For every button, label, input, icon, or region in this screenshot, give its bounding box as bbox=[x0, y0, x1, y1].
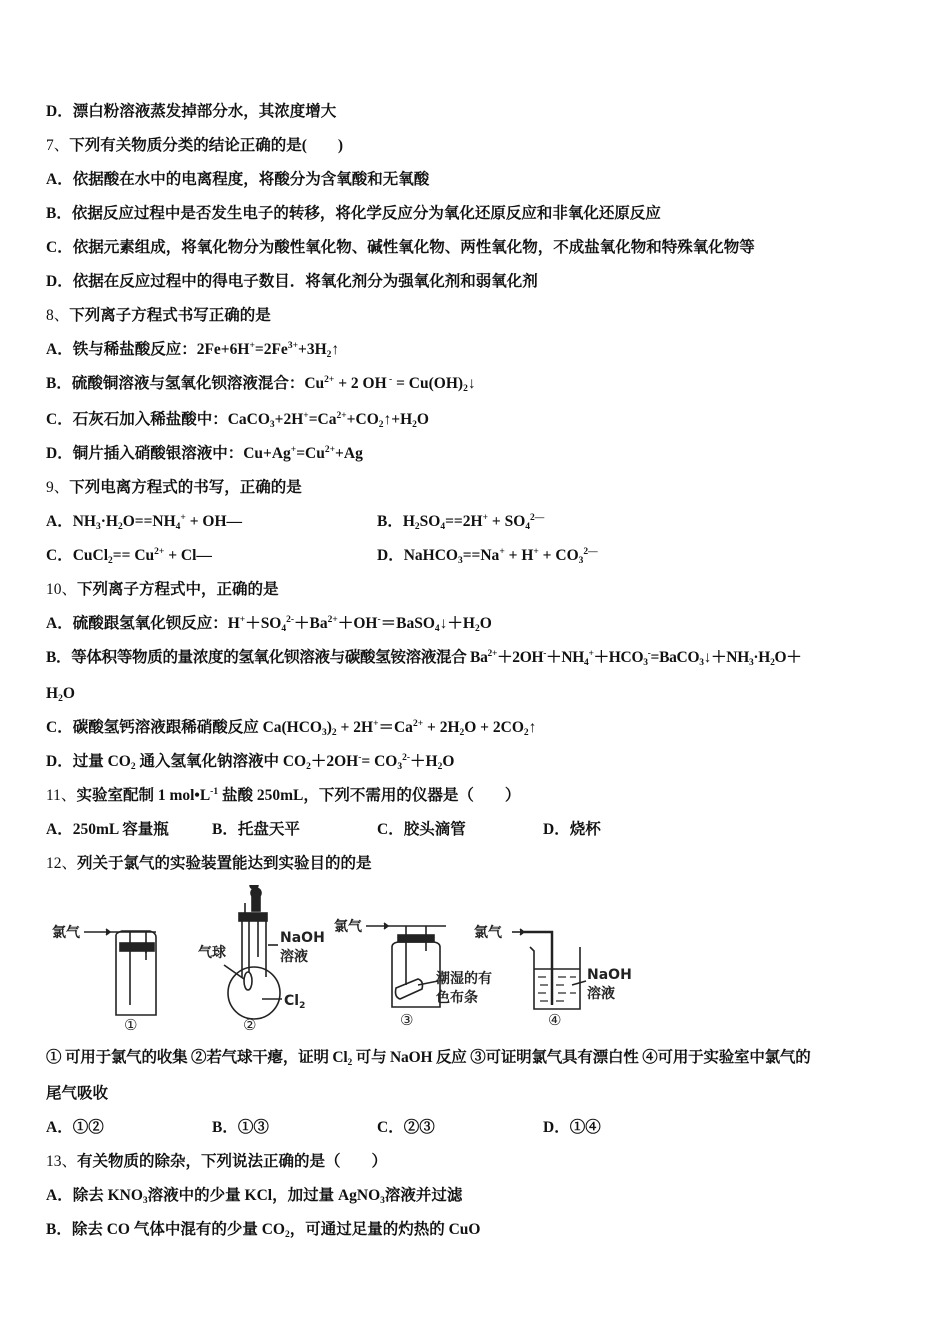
apparatus-1-gas-bottle bbox=[52, 924, 156, 1034]
q9-option-a-label: A． bbox=[46, 513, 73, 530]
q9-number: 9、 bbox=[46, 479, 70, 496]
solution-label-2: 溶液 bbox=[280, 949, 308, 965]
q7-number: 7、 bbox=[46, 137, 70, 154]
apparatus-2-flask bbox=[198, 885, 325, 1034]
q8-option-a bbox=[46, 340, 339, 360]
wet-cloth-label-2: 色布条 bbox=[436, 990, 478, 1006]
apparatus-2-number: ② bbox=[243, 1016, 257, 1034]
q10-option-c-label: C．碳酸氢钙溶液跟稀硝酸反应 bbox=[46, 719, 259, 736]
q8-option-d-equation: $Cu+Ag^+=Cu^{2+}+Ag$ bbox=[243, 445, 363, 462]
q8-option-a-label: A．铁与稀盐酸反应： bbox=[46, 341, 197, 358]
chlorine-apparatus-diagram bbox=[46, 885, 666, 1035]
q12-option-d: D．①④ bbox=[543, 1119, 601, 1136]
q7-option-c: C．依据元素组成，将氧化物分为酸性氧化物、碱性氧化物、两性氧化物，不成盐氧化物和特殊氧化物等 bbox=[46, 239, 755, 256]
q13-option-a: A．除去 $KNO_3$溶液中的少量 KCl，加过量 AgNO$_3$溶液并过滤 bbox=[46, 1187, 463, 1206]
q10-option-d-label: D．过量 bbox=[46, 753, 104, 770]
q7-stem-text: 下列有关物质分类的结论正确的是( ) bbox=[69, 137, 344, 154]
q12-statements-continued: 尾气吸收 bbox=[46, 1085, 109, 1102]
q8-option-d bbox=[46, 444, 363, 464]
q10-option-b: B．等体积等物质的量浓度的氢氧化钡溶液与碳酸氢铵溶液混合 $Ba^{2+}+2OH^-+NH_4^++HCO_3^-=BaCO_3↓+NH_3\cdot H_2O+$ bbox=[46, 649, 802, 668]
q13-number: 13、 bbox=[46, 1153, 78, 1170]
q10-option-d-text: 通入氢氧化钠溶液中 bbox=[139, 753, 279, 770]
q12-statement-a: ① 可用于氯气的收集 ②若气球干瘪，证明 Cl bbox=[46, 1049, 348, 1066]
q8-stem-text: 下列离子方程式书写正确的是 bbox=[69, 307, 271, 324]
balloon-label: 气球 bbox=[198, 945, 226, 961]
q13-stem-text: 有关物质的除杂，下列说法正确的是（ ） bbox=[77, 1153, 388, 1170]
q9-option-d-label: D． bbox=[377, 547, 404, 564]
q10-option-c: C．碳酸氢钙溶液跟稀硝酸反应 $Ca(HCO_3)_2 + 2H^+=Ca^{2+} + 2H_2O$ + $2CO_2↑$ bbox=[46, 719, 537, 738]
q8-option-b-label: B．硫酸铜溶液与氢氧化钡溶液混合： bbox=[46, 375, 305, 392]
q11-option-c: C．胶头滴管 bbox=[377, 821, 466, 838]
q7-stem bbox=[46, 136, 343, 156]
q11-option-d: D．烧杯 bbox=[543, 821, 601, 838]
q9-stem bbox=[46, 478, 302, 498]
q12-number: 12、 bbox=[46, 855, 78, 872]
q11-stem-text-b: 盐酸 250mL，下列不需用的仪器是（ ） bbox=[218, 787, 521, 804]
q13-option-a-text-2: 溶液中的少量 KCl，加过量 AgNO bbox=[147, 1187, 381, 1204]
q9-option-a: A．$NH_3\cdot H_2O==NH_4^+$ + OH— bbox=[46, 513, 243, 532]
q11-stem: 11、实验室配制 1 $mol•L^{-1}$ 盐酸 250mL，下列不需用的仪器是（ ） bbox=[46, 787, 521, 804]
q7-option-a: A．依据酸在水中的电离程度，将酸分为含氧酸和无氧酸 bbox=[46, 171, 430, 188]
q7-option-b: B．依据反应过程中是否发生电子的转移，将化学反应分为氧化还原反应和非氧化还原反应 bbox=[46, 205, 661, 222]
q8-stem bbox=[46, 306, 271, 326]
q13-option-a-text-3: 溶液并过滤 bbox=[384, 1187, 463, 1204]
q11-option-b: B．托盘天平 bbox=[212, 821, 300, 838]
q12-option-a: A．①② bbox=[46, 1119, 104, 1136]
q8-option-c-label: C．石灰石加入稀盐酸中： bbox=[46, 411, 228, 428]
apparatus-3-number: ③ bbox=[400, 1011, 414, 1029]
q12-option-b: B．①③ bbox=[212, 1119, 269, 1136]
apparatus-4-number: ④ bbox=[548, 1011, 562, 1029]
q10-option-b-continued: $H_2O$ bbox=[46, 685, 75, 704]
q8-number: 8、 bbox=[46, 307, 70, 324]
chlorine-label-3: 氯气 bbox=[334, 919, 362, 935]
q10-stem bbox=[46, 580, 279, 600]
solution-label-4: 溶液 bbox=[587, 986, 615, 1002]
q8-option-b bbox=[46, 374, 476, 394]
q10-option-a-label: A．硫酸跟氢氧化钡反应： bbox=[46, 615, 228, 632]
q8-option-c-equation: $CaCO_3+2H^+=Ca^{2+}+CO_2↑+H_2O$ bbox=[227, 411, 429, 430]
q8-option-b-equation: $Cu^{2+} + 2$ OH $^- = Cu(OH)_2↓$ bbox=[304, 375, 476, 394]
chlorine-label-4: 氯气 bbox=[474, 925, 502, 941]
q12-statement-b: 可与 NaOH 反应 ③可证明氯气具有漂白性 ④可用于实验室中氯气的 bbox=[352, 1049, 811, 1066]
q7-option-d: D．依据在反应过程中的得电子数目．将氧化剂分为强氧化剂和弱氧化剂 bbox=[46, 273, 538, 290]
apparatus-4-beaker bbox=[474, 924, 632, 1029]
q9-option-c: C．CuCl$_2$== $Cu^{2+}$ + Cl— bbox=[46, 547, 212, 566]
q10-option-d: D．过量 $CO_2$ 通入氢氧化钠溶液中 $CO_2+2OH^-= CO_3^{2-}+H_2O$ bbox=[46, 753, 455, 772]
q10-stem-text: 下列离子方程式中，正确的是 bbox=[77, 581, 279, 598]
q9-option-b: B．$H_2SO_4==2H^+ + SO_4^{2—}$ bbox=[377, 513, 545, 532]
q11-option-a: A．250mL 容量瓶 bbox=[46, 821, 169, 838]
chlorine-label-1: 氯气 bbox=[52, 925, 80, 941]
q11-number: 11、 bbox=[46, 787, 77, 804]
q13-option-b: B．除去 CO 气体中混有的少量 $CO_2$，可通过足量的灼热的 CuO bbox=[46, 1221, 481, 1240]
q13-stem bbox=[46, 1152, 387, 1172]
q9-option-d: D．NaHCO$_3$==Na+ + $H^+ + CO_3^{2—}$ bbox=[377, 547, 598, 566]
q13-option-b-text-2: ，可通过足量的灼热的 CuO bbox=[289, 1221, 481, 1238]
q10-number: 10、 bbox=[46, 581, 78, 598]
naoh-label-2: NaOH bbox=[280, 930, 325, 946]
q10-option-a: A．硫酸跟氢氧化钡反应：$H^++SO_4^{2-}+Ba^{2+}+OH^-=BaSO_4↓+H_2O$ bbox=[46, 615, 492, 634]
q12-option-c: C．②③ bbox=[377, 1119, 435, 1136]
apparatus-3-bottle-cloth bbox=[334, 918, 492, 1029]
q9-stem-text: 下列电离方程式的书写，正确的是 bbox=[69, 479, 302, 496]
q10-option-b-label: B．等体积等物质的量浓度的氢氧化钡溶液与碳酸氢铵溶液混合 bbox=[46, 649, 467, 666]
q13-option-a-text-1: A．除去 KNO bbox=[46, 1187, 143, 1204]
q9-option-b-label: B． bbox=[377, 513, 403, 530]
q13-option-b-text-1: B．除去 CO 气体中混有的少量 CO bbox=[46, 1221, 285, 1238]
q12-stem-text: 列关于氯气的实验装置能达到实验目的的是 bbox=[77, 855, 372, 872]
q6-option-d: D．漂白粉溶液蒸发掉部分水，其浓度增大 bbox=[46, 103, 337, 120]
q8-option-a-equation: $2Fe+6H^+=2Fe^{3+}+3H_2↑$ bbox=[196, 341, 340, 360]
naoh-label-4: NaOH bbox=[587, 967, 632, 983]
q11-stem-text-a: 实验室配制 1 mol•L bbox=[76, 787, 211, 804]
apparatus-1-number: ① bbox=[124, 1016, 138, 1034]
q9-option-c-label: C． bbox=[46, 547, 73, 564]
q8-option-c bbox=[46, 410, 429, 430]
q12-stem bbox=[46, 854, 372, 874]
q8-option-d-label: D．铜片插入硝酸银溶液中： bbox=[46, 445, 244, 462]
cl2-label: $Cl_2$ bbox=[284, 993, 306, 1011]
wet-cloth-label-1: 潮湿的有 bbox=[436, 971, 492, 987]
q12-statements: ① 可用于氯气的收集 ②若气球干瘪，证明 $Cl_2$ 可与 NaOH 反应 ③可证明氯气具有漂白性 ④可用于实验室中氯气的 bbox=[46, 1049, 811, 1068]
